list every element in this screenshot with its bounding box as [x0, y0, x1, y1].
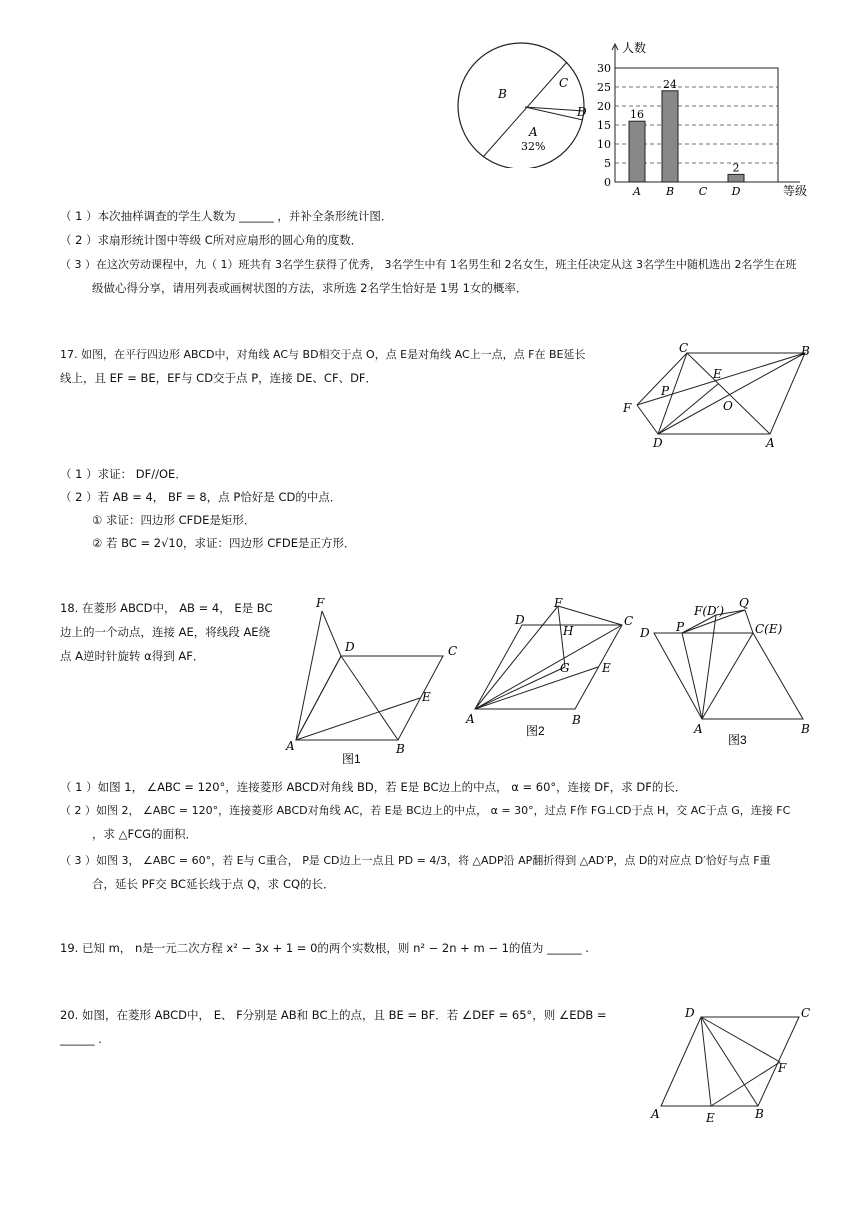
y-tick-label: 30	[597, 62, 611, 75]
q20-label-e: E	[706, 1111, 715, 1125]
fig1-caption: 图1	[342, 752, 361, 766]
q17-part2: （ 2 ）若 AB = 4， BF = 8，点 P恰好是 CD的中点．	[60, 490, 342, 504]
pie-label-b: B	[498, 87, 507, 101]
q17-label-o: O	[723, 399, 733, 413]
y-axis-title: 人数	[622, 41, 647, 55]
bar-A	[629, 121, 645, 182]
q17-stem-line1: 17. 如图，在平行四边形 ABCD中，对角线 AC与 BD相交于点 O，点 E是对角线 AC上一点，点 F在 BE延长	[60, 348, 586, 361]
pie-label-d: D	[577, 105, 587, 119]
pie-label-c: C	[559, 76, 569, 90]
fig3-label-b: B	[801, 722, 810, 736]
q20-label-c: C	[801, 1006, 811, 1020]
pie-label-a: A	[529, 125, 538, 139]
q18-part3a: （ 3 ）如图 3， ∠ABC = 60°，若 E与 C重合， P是 CD边上一点且 PD = 4/3，将 △ADP沿 AP翻折得到 △AD′P，点 D的对应点 D′恰好与点 F重	[60, 854, 771, 867]
fig2-label-b: B	[572, 713, 581, 727]
fig3-label-fd: F(D′)	[694, 604, 725, 618]
fig2-label-c: C	[624, 614, 634, 628]
fig1-label-b: B	[396, 742, 405, 756]
q18-part1: （ 1 ）如图 1， ∠ABC = 120°，连接菱形 ABCD对角线 BD，若 E是 BC边上的中点， α = 60°，连接 DF，求 DF的长．	[60, 780, 687, 794]
q18-figure-3	[636, 595, 816, 755]
pie-percent-a: 32%	[521, 140, 546, 153]
y-tick-label: 0	[604, 176, 611, 189]
x-tick-label: C	[698, 185, 708, 198]
fig2-label-g: G	[560, 661, 570, 675]
fig2-label-f: F	[554, 596, 563, 610]
x-tick-label: B	[665, 185, 675, 198]
q19-text: 19. 已知 m， n是一元二次方程 x² − 3x + 1 = 0的两个实数根，则 n² − 2n + m − 1的值为 ______ .	[60, 941, 589, 955]
bar-B	[662, 91, 678, 182]
x-axis-title: 等级	[783, 184, 808, 198]
y-tick-label: 20	[597, 100, 611, 113]
q17-part2-i: ① 求证：四边形 CFDE是矩形．	[92, 513, 256, 527]
q17-figure	[615, 340, 820, 455]
q17-label-p: P	[661, 384, 670, 398]
q16-part2: （ 2 ）求扇形统计图中等级 C所对应扇形的圆心角的度数．	[60, 233, 363, 247]
bar-value-label: 2	[732, 161, 740, 175]
fig2-label-h: H	[563, 624, 574, 638]
q18-part2b: ，求 △FCG的面积．	[92, 827, 198, 841]
fig2-label-d: D	[515, 613, 525, 627]
fig3-caption: 图3	[728, 733, 747, 747]
fig1-label-e: E	[422, 690, 431, 704]
q17-label-b: B	[801, 344, 810, 358]
bar-value-label: 24	[663, 77, 677, 91]
x-tick-label: D	[731, 185, 741, 198]
fig3-label-a: A	[694, 722, 703, 736]
q16-part3a: （ 3 ）在这次劳动课程中，九（ 1）班共有 3名学生获得了优秀， 3名学生中有 1名男生和 2名女生，班主任决定从这 3名学生中随机选出 2名学生在班	[60, 258, 797, 271]
x-tick-label: A	[633, 185, 641, 198]
bar-D	[728, 174, 744, 182]
q20-label-f: F	[778, 1061, 787, 1075]
q17-label-c: C	[679, 341, 689, 355]
q17-part2-ii: ② 若 BC = 2√10，求证：四边形 CFDE是正方形．	[92, 536, 356, 550]
y-tick-label: 10	[597, 138, 611, 151]
y-tick-label: 5	[604, 157, 611, 170]
q16-part3b: 级做心得分享，请用列表或画树状图的方法，求所选 2名学生恰好是 1男 1女的概率．	[92, 281, 528, 295]
q18-figure-1	[280, 595, 465, 770]
q20-stem-line2: ______ .	[60, 1032, 102, 1046]
bar-value-label: 16	[630, 108, 644, 122]
q17-part1: （ 1 ）求证： DF//OE．	[60, 467, 187, 481]
q17-label-a: A	[766, 436, 775, 450]
fig1-label-f: F	[316, 596, 325, 610]
fig2-label-a: A	[466, 712, 475, 726]
fig2-label-e: E	[602, 661, 611, 675]
fig3-label-q: Q	[739, 596, 749, 610]
q17-stem-line2: 线上，且 EF = BE，EF与 CD交于点 P，连接 DE、CF、DF．	[60, 371, 378, 385]
fig3-label-d: D	[640, 626, 650, 640]
fig2-caption: 图2	[526, 724, 545, 738]
q18-figure-2	[462, 595, 647, 745]
y-tick-label: 25	[597, 81, 611, 94]
bar-chart	[590, 38, 820, 198]
q18-stem-line2: 边上的一个动点，连接 AE，将线段 AE绕	[60, 625, 271, 639]
pie-chart	[455, 38, 595, 168]
q20-figure	[645, 1000, 820, 1130]
fig1-label-a: A	[286, 739, 295, 753]
q20-label-a: A	[651, 1107, 660, 1121]
q20-stem-line1: 20. 如图，在菱形 ABCD中， E、 F分别是 AB和 BC上的点，且 BE = BF．若 ∠DEF = 65°，则 ∠EDB =	[60, 1008, 607, 1022]
q18-part3b: 合，延长 PF交 BC延长线于点 Q，求 CQ的长．	[92, 877, 335, 891]
q18-stem-line1: 18. 在菱形 ABCD中， AB = 4， E是 BC	[60, 601, 273, 615]
fig1-label-c: C	[448, 644, 458, 658]
q17-label-e: E	[713, 367, 722, 381]
q18-stem-line3: 点 A逆时针旋转 α得到 AF．	[60, 649, 205, 663]
y-tick-label: 15	[597, 119, 611, 132]
q17-label-d: D	[653, 436, 663, 450]
q18-part2a: （ 2 ）如图 2， ∠ABC = 120°，连接菱形 ABCD对角线 AC，若 E是 BC边上的中点， α = 30°，过点 F作 FG⊥CD于点 H，交 AC于点 G，连接 FC	[60, 804, 791, 817]
fig3-label-p: P	[676, 620, 685, 634]
fig3-label-ce: C(E)	[755, 622, 783, 636]
q20-label-d: D	[685, 1006, 695, 1020]
q17-label-f: F	[623, 401, 632, 415]
fig1-label-d: D	[345, 640, 355, 654]
q16-part1: （ 1 ）本次抽样调查的学生人数为 ______ ，并补全条形统计图．	[60, 209, 393, 223]
q20-label-b: B	[755, 1107, 764, 1121]
